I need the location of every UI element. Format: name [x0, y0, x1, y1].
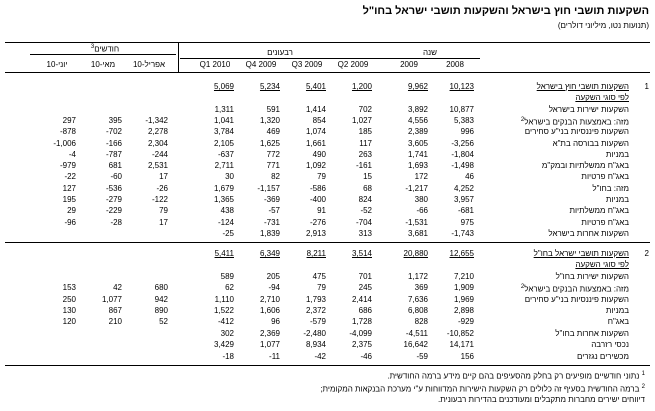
table-cell: 263: [358, 149, 372, 159]
table-cell: -18: [222, 351, 234, 361]
table-cell: 195: [62, 195, 76, 204]
table-row: [0, 330, 655, 340]
row-label: [525, 296, 629, 304]
table-cell: 127: [62, 183, 76, 193]
row-label: [592, 185, 629, 193]
table-cell: 1,320: [259, 115, 280, 125]
table-cell: 8,211: [306, 249, 326, 258]
table-cell: -11: [269, 351, 280, 361]
table-cell: -276: [309, 217, 326, 227]
col-header-q2-2009: Q2 2009: [337, 60, 369, 69]
table-cell: -59: [416, 351, 428, 361]
table-cell: -60: [110, 172, 122, 182]
table-cell: 30: [225, 172, 234, 182]
table-cell: 5,401: [305, 82, 326, 91]
row-label: [569, 207, 629, 215]
table-cell: 1,027: [351, 115, 372, 125]
row-label-text: השקעות תושבי ישראל בחו"ל: [533, 249, 629, 258]
row-label: [581, 173, 629, 181]
page-title: השקעות תושבי חוץ בישראל והשקעות תושבי ישראל בחו"ל: [362, 5, 649, 17]
table-row: [0, 207, 655, 217]
row-label: [555, 330, 629, 338]
row-label-text: מכשירים נגזרים: [577, 351, 629, 361]
table-cell: 4,252: [453, 183, 474, 193]
table-row: [0, 173, 655, 183]
table-cell: -10,852: [446, 328, 474, 338]
table-cell: 245: [358, 283, 372, 293]
table-cell: 6,349: [259, 249, 280, 258]
table-cell: 5,234: [259, 82, 280, 91]
table-cell: -704: [355, 217, 372, 227]
table-cell: 2,710: [259, 294, 280, 304]
col-header-jun-10: יוני-10: [46, 60, 68, 69]
table-cell: 302: [220, 328, 234, 338]
table-cell: -96: [64, 217, 76, 227]
row-label-text: השקעות פיננסיות בני"ע סחירים: [524, 127, 629, 137]
table-cell: 4,556: [407, 115, 428, 125]
footnote-1-text: נתוני חודשיים מופיעים רק בחלק מהסעיפים בהם קיים מידע ברמה החודשית.: [387, 371, 640, 381]
table-cell: 172: [414, 172, 428, 182]
row-label-text: השקעות אחרות בישראל: [548, 228, 629, 238]
table-cell: 1,200: [351, 82, 372, 91]
table-cell: 46: [465, 172, 474, 182]
table-cell: -279: [105, 195, 122, 204]
table-cell: -878: [59, 127, 76, 137]
row-label-text: השקעות פיננסיות בני"ע סחירים: [524, 294, 629, 304]
table-row: [0, 140, 655, 150]
table-cell: 15: [363, 172, 372, 182]
table-cell: 3,957: [453, 195, 474, 204]
group-monthly-rule: [30, 54, 176, 55]
table-cell: -25: [222, 228, 234, 238]
row-label: [521, 284, 629, 294]
table-cell: -400: [309, 195, 326, 204]
row-label: [577, 353, 629, 361]
col-header-2009: 2009: [400, 60, 418, 69]
col-header-q3-2009: Q3 2009: [291, 60, 323, 69]
table-row: [0, 106, 655, 116]
table-cell: 10,123: [449, 82, 474, 91]
table-cell: -369: [263, 195, 280, 204]
bottom-rule: [5, 365, 650, 366]
table-cell: -702: [105, 127, 122, 137]
table-cell: -731: [263, 217, 280, 227]
table-cell: 1,522: [213, 306, 234, 315]
table-cell: 3,514: [351, 249, 372, 258]
table-cell: -229: [105, 206, 122, 216]
table-row: [0, 284, 655, 294]
table-cell: 3,681: [407, 228, 428, 238]
col-header-may-10: מאי-10: [90, 60, 116, 69]
row-label-text: באג"ח: [607, 317, 629, 327]
table-cell: 1,693: [407, 161, 428, 171]
table-cell: 3,429: [213, 340, 234, 350]
row-label-text: מזה: בחו"ל: [592, 183, 629, 193]
table-cell: -46: [360, 351, 372, 361]
table-cell: 12,655: [449, 249, 474, 258]
table-cell: -1,498: [451, 161, 474, 171]
table-cell: 205: [266, 271, 280, 281]
table-cell: 2,372: [305, 306, 326, 315]
table-cell: 1,679: [213, 183, 234, 193]
table-cell: -94: [268, 283, 280, 293]
table-row: [0, 341, 655, 351]
table-cell: 701: [358, 271, 372, 281]
table-cell: 1,661: [305, 138, 326, 148]
row-label-text: באג"ח ממשלתיות ובמק"מ: [541, 161, 629, 171]
table-cell: -166: [105, 138, 122, 148]
table-cell: 589: [220, 271, 234, 281]
row-label: [591, 341, 629, 349]
section-number: 2: [644, 249, 649, 258]
table-cell: 7,636: [407, 294, 428, 304]
table-cell: 475: [312, 271, 326, 281]
table-cell: 297: [62, 115, 76, 125]
table-cell: -3,256: [451, 138, 474, 148]
row-label-text: מזה: באמצעות הבנקים בישראל: [524, 117, 629, 127]
row-label: [606, 196, 629, 204]
row-label: [553, 140, 629, 148]
row-label: [575, 261, 629, 269]
table-cell: -536: [105, 183, 122, 193]
table-cell: 210: [108, 317, 122, 327]
row-label-text: במניות: [605, 149, 629, 159]
row-label: [548, 230, 629, 238]
table-cell: 2,531: [147, 161, 168, 171]
table-cell: 680: [154, 283, 168, 293]
col-header-apr-10: אפריל-10: [132, 60, 166, 69]
row-label-mark: 2: [520, 284, 525, 291]
row-label-text: מזה: באמצעות הבנקים בישראל: [524, 284, 629, 294]
table-cell: 3,892: [407, 104, 428, 114]
table-cell: -681: [457, 206, 474, 216]
table-cell: -1,342: [145, 115, 168, 125]
table-row: [0, 162, 655, 172]
table-row: [0, 128, 655, 138]
table-cell: -1,743: [451, 228, 474, 238]
table-row: [0, 261, 655, 271]
table-cell: -787: [105, 149, 122, 159]
table-cell: 996: [460, 127, 474, 137]
row-label-text: השקעות ישירות בישראל: [548, 104, 629, 114]
table-row: [0, 273, 655, 283]
row-label-text: באג"ח פרטיות: [581, 217, 629, 227]
table-cell: -124: [217, 217, 234, 227]
table-row: [0, 353, 655, 363]
table-row: [0, 83, 655, 93]
table-cell: -161: [355, 161, 372, 171]
table-row: [0, 230, 655, 240]
table-cell: 79: [317, 283, 326, 293]
table-cell: -4: [68, 149, 76, 159]
row-label: [549, 106, 629, 114]
table-cell: 1,311: [214, 104, 234, 114]
row-label: [556, 273, 629, 281]
table-cell: 975: [460, 217, 474, 227]
table-cell: 2,375: [351, 340, 372, 350]
table-cell: -66: [416, 206, 428, 216]
table-cell: 8,934: [305, 340, 326, 350]
table-cell: 96: [271, 317, 280, 327]
table-cell: 10,877: [449, 104, 474, 114]
table-cell: -637: [217, 149, 234, 159]
table-row: [0, 196, 655, 206]
table-cell: -57: [268, 206, 280, 216]
table-cell: 1,625: [259, 138, 280, 148]
table-cell: 1,172: [407, 271, 428, 281]
table-cell: -1,217: [405, 183, 428, 193]
col-header-2008: 2008: [446, 60, 464, 69]
footnote-2: [320, 384, 645, 394]
table-cell: -1,157: [257, 183, 280, 193]
table-cell: 772: [266, 149, 280, 159]
table-cell: -4,511: [405, 328, 428, 338]
group-monthly: [30, 44, 180, 54]
row-label: [537, 83, 629, 91]
table-cell: 395: [108, 115, 122, 125]
table-cell: 79: [317, 172, 326, 182]
table-cell: 1,414: [305, 104, 326, 114]
row-label: [606, 151, 629, 159]
table-cell: 17: [159, 172, 168, 182]
table-cell: 5,069: [213, 82, 234, 91]
footnote-2-text: ברמה החודשית בסעיף זה כלולים רק השקעות הישירות המדווחות ע"י מערכת הבנקאות המקומית;: [320, 384, 640, 394]
table-cell: 2,711: [214, 161, 234, 171]
table-cell: 1,074: [305, 127, 326, 137]
table-cell: 82: [271, 172, 280, 182]
group-monthly-mark: 3: [90, 44, 95, 50]
table-row: [0, 250, 655, 260]
table-cell: 591: [266, 104, 280, 114]
table-cell: 130: [62, 306, 76, 315]
table-cell: -52: [360, 206, 372, 216]
row-label-text: השקעות ישירות בחו"ל: [555, 271, 629, 281]
table-cell: 1,092: [305, 161, 326, 171]
table-cell: 1,077: [259, 340, 280, 350]
table-cell: 68: [363, 183, 372, 193]
table-cell: -4,099: [349, 328, 372, 338]
section-divider: [5, 242, 650, 243]
table-cell: 2,369: [259, 328, 280, 338]
table-cell: 942: [154, 294, 168, 304]
table-cell: 771: [266, 161, 280, 171]
table-cell: 16,642: [403, 340, 428, 350]
group-quarterly-rule: [180, 58, 380, 59]
row-label-text: לפי סוגי השקעה: [575, 260, 629, 270]
table-cell: 5,383: [453, 115, 474, 125]
table-cell: 1,793: [305, 294, 326, 304]
footnote-3-text: דיווחים ישירים מחברות מתקבלים ומעודכנים בהדירות רבעונית.: [438, 395, 645, 404]
row-label: [521, 117, 629, 127]
table-cell: 2,389: [407, 127, 428, 137]
table-cell: 2,278: [147, 127, 168, 137]
table-cell: 490: [312, 149, 326, 159]
footnote-1: [387, 371, 645, 381]
table-cell: 313: [358, 228, 372, 238]
divider-month-quarter: [178, 42, 179, 72]
table-cell: 156: [460, 351, 474, 361]
table-cell: 1,606: [259, 306, 280, 315]
col-header-q1-2010: Q1 2010: [199, 60, 231, 69]
row-label-text: השקעות אחרות בחו"ל: [555, 328, 629, 338]
table-cell: 890: [154, 306, 168, 315]
table-cell: 1,728: [351, 317, 372, 327]
table-row: [0, 219, 655, 229]
table-cell: 17: [159, 217, 168, 227]
table-row: [0, 117, 655, 127]
table-cell: -2,480: [303, 328, 326, 338]
table-row: [0, 151, 655, 161]
table-row: [0, 318, 655, 328]
table-row: [0, 185, 655, 195]
group-annual: שנה: [422, 48, 438, 57]
table-cell: 9,962: [407, 82, 428, 91]
table-cell: 62: [225, 283, 234, 293]
table-cell: 686: [358, 306, 372, 315]
table-cell: 828: [414, 317, 428, 327]
row-label: [525, 128, 629, 136]
table-cell: -42: [314, 351, 326, 361]
row-label-text: באג"ח פרטיות: [581, 172, 629, 182]
table-cell: 369: [414, 283, 428, 293]
table-cell: 2,414: [351, 294, 372, 304]
top-rule: [5, 42, 650, 43]
table-row: [0, 307, 655, 317]
row-label-mark: 2: [520, 116, 525, 123]
row-label: [581, 219, 629, 227]
table-cell: 681: [108, 161, 122, 171]
footnote-3: [438, 396, 645, 404]
table-cell: -1,006: [53, 138, 76, 148]
table-cell: 438: [220, 206, 234, 216]
row-label-text: השקעות תושבי חוץ בישראל: [536, 82, 629, 91]
table-cell: -1,804: [451, 149, 474, 159]
table-cell: 6,808: [407, 306, 428, 315]
table-cell: 824: [358, 195, 372, 204]
row-label: [534, 250, 629, 258]
table-cell: 117: [359, 138, 372, 148]
table-cell: 29: [67, 206, 76, 216]
group-quarterly: רבעונים: [267, 48, 293, 57]
table-cell: 5,411: [214, 249, 234, 258]
group-monthly-label: חודשים: [94, 44, 120, 54]
table-cell: -979: [59, 161, 76, 171]
table-cell: 52: [159, 317, 168, 327]
col-header-q4-2009: Q4 2009: [245, 60, 277, 69]
footnote-1-mark: 1: [641, 371, 645, 377]
table-cell: 91: [317, 206, 326, 216]
table-cell: -579: [309, 317, 326, 327]
row-label: [542, 162, 629, 170]
section-number: 1: [644, 82, 649, 91]
table-cell: 3,784: [213, 127, 234, 137]
table-cell: 2,105: [213, 138, 234, 148]
table-cell: 120: [62, 317, 76, 327]
table-cell: 153: [62, 283, 76, 293]
footnote-2-mark: 2: [641, 384, 645, 390]
row-label: [606, 307, 629, 315]
table-cell: 14,171: [449, 340, 474, 350]
table-cell: 469: [266, 127, 280, 137]
table-cell: -26: [156, 183, 168, 193]
table-cell: 20,880: [403, 249, 428, 258]
row-label-text: לפי סוגי השקעה: [575, 93, 629, 103]
table-cell: 1,365: [213, 195, 234, 204]
table-cell: 7,210: [453, 271, 474, 281]
table-cell: 1,041: [213, 115, 234, 125]
table-cell: 1,969: [453, 294, 474, 304]
table-cell: 250: [62, 294, 76, 304]
table-cell: -1,531: [405, 217, 428, 227]
group-annual-rule: [380, 58, 480, 59]
table-cell: 2,898: [453, 306, 474, 315]
table-cell: -244: [151, 149, 168, 159]
table-cell: 2,304: [147, 138, 168, 148]
table-cell: 1,839: [259, 228, 280, 238]
table-cell: 867: [108, 306, 122, 315]
table-cell: 1,909: [453, 283, 474, 293]
table-cell: -22: [64, 172, 76, 182]
table-cell: 380: [414, 195, 428, 204]
row-label-text: נכסי רזרבה: [591, 340, 629, 350]
table-cell: 79: [159, 206, 168, 216]
table-cell: 2,913: [305, 228, 326, 238]
table-cell: -929: [457, 317, 474, 327]
row-label-text: באג"ח ממשלתיות: [569, 206, 629, 216]
row-label-text: במניות: [605, 195, 629, 204]
page-subtitle: (תנועות נטו, מיליוני דולרים): [557, 21, 649, 30]
table-cell: 1,741: [407, 149, 428, 159]
table-row: [0, 296, 655, 306]
row-label-text: במניות: [605, 306, 629, 315]
table-cell: 185: [358, 127, 372, 137]
table-cell: 3,605: [407, 138, 428, 148]
row-label: [608, 318, 629, 326]
row-label-text: השקעות בבורסה בת"א: [552, 138, 629, 148]
table-cell: 1,077: [101, 294, 122, 304]
table-cell: -122: [151, 195, 168, 204]
header-rule: [5, 72, 650, 73]
table-cell: 42: [113, 283, 122, 293]
table-cell: -28: [110, 217, 122, 227]
row-label: [575, 94, 629, 102]
table-cell: -586: [309, 183, 326, 193]
table-cell: 854: [312, 115, 326, 125]
table-cell: 702: [358, 104, 372, 114]
table-row: [0, 94, 655, 104]
table-cell: 1,110: [214, 294, 234, 304]
table-cell: -412: [217, 317, 234, 327]
